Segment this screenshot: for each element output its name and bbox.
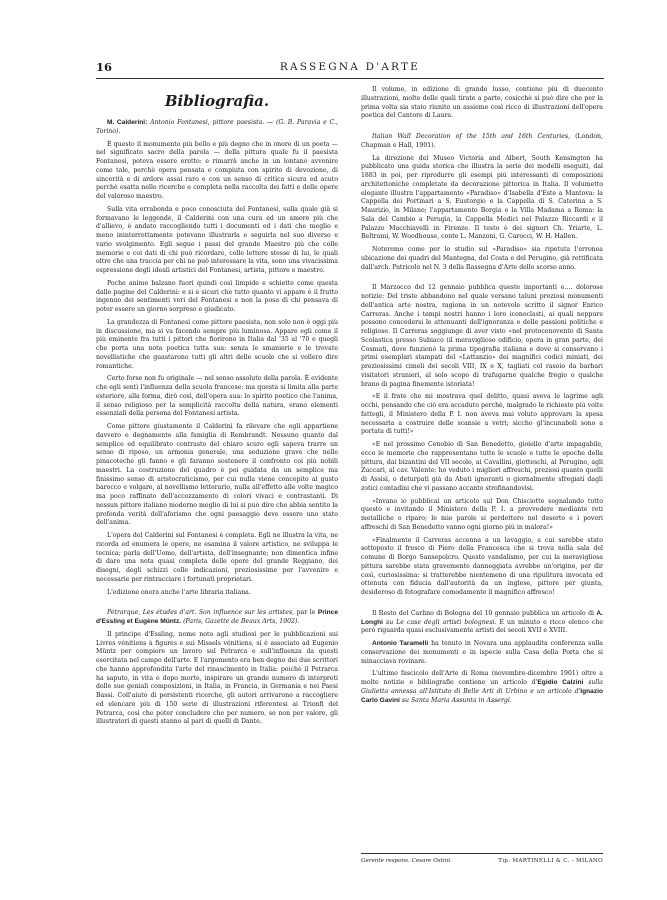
text-run: L'ultimo fascicolo dell'Arte di Roma (novembre-dicembre 1901) oltre a molte notizie e bibliografie contiene un articolo d': [361, 670, 603, 686]
paragraph: La grandezza di Fontanesi come pittore paesista, non solo non è oggi più in discussione, ma si va facendo sempre più luminosa. Appare egli come il più eminente fra tutti i pittori che fiorirono in Italia dal '35 al '70 e quegli che porta una nota poetica tutta sua: senza le smanierie e le trovate novellistiche che guastarono tutti gli altri delle scuole che si vollero dire romantiche.: [96, 318, 338, 370]
text-run: Il Resto del Carlino di Bologna del 10 gennaio pubblica un articolo di: [372, 609, 595, 617]
paragraph: Come pittore giustamente il Calderini fa rilevare che egli appartiene davvero e degnamente alla famiglia di Rembrandt. Nessuno quanto dal semplice ed equilibrato contrasto del chiaro scuro egli sapeva trarre un senso di riposo, un armonia generale, una seduzione grave che nelle pinacoteche gli fanno e gli faranno sostenere il confronto coi più nobili maestri. La costruzione del quadro è poi guidata da un semplice ma finissimo senso di aristocraticismo, per cui nulla viene concepito al gusto barocco e volgare, al novellismo letterario, nulla all'effetto alle volte magico ma poco raffinato dell'accozzamento di colori vivaci e contrastanti. Di nessun pittore italiano moderno meglio di lui si può dire che abbia sentito la profonda verità dell'aforismo che ogni paesaggio deve essere uno stato dell'anima.: [96, 423, 338, 527]
paragraph: [361, 670, 603, 705]
paragraph: Certo forse non fu originale — nel senso assoluto della parola. È evidente che egli sentì l'influenza della scuola francese: ma questa si limita alla parte esteriore, alla forma, dirò così, dell'opera sua: lo spirito poetico che l'anima, il senso religioso per la semplicità raccolta della natura, erano elementi essenziali della persona del Fontanesi artista.: [96, 375, 338, 418]
entry-heading: [96, 609, 338, 627]
article-title: su Santa Maria Assunta in Assergi.: [401, 696, 512, 704]
author-name: Egidio Calzini: [537, 679, 584, 686]
author-name: M. Calderini:: [107, 119, 148, 126]
publisher-info: (London, Chapman e Hall, 1901).: [361, 133, 603, 149]
gerente-responsabile: Gerente respons. Cesare Ostini.: [361, 858, 452, 864]
author-name: A. Longhi: [361, 609, 603, 626]
paragraph: L'opera del Calderini sul Fontanesi è completa. Egli ne illustra la vita, ne ricorda ed enumera le opere, ne esamina il valore artistico, ne sviluppa le tecnica; parla dell'Uomo, dell'artista, dell'insegnante; non dimentica infine di dare una nota quasi completa delle opere del grande Reggiano, dei disegni, degli schizzi colle indicazioni, preziosissime per l'avvenire e necessarie per rintracciare i fortunati proprietari.: [96, 532, 338, 583]
by-word: par le: [296, 609, 316, 617]
paragraph: Il volume, in edizione di grande lusso, contiene più di duecento illustrazioni, molte delle quali tirate a parte, cosicchè si può dire che per la prima volta sia stato riunito un assieme così ricco di illustrazioni dell'opera poetica del Cantore di Laura.: [361, 86, 603, 120]
text-run: E un minuto e ricco elenco che però riguarda quasi esclusivamente artisti dei secoli XVII e XVIII.: [361, 618, 603, 635]
book-citation: Antonio Fontanesi, pittore paesista. — (G. B. Paravia e C., Torino).: [96, 119, 338, 135]
paragraph: [361, 610, 603, 636]
paragraph: Sulla vita errabonda e poco conosciuta del Fontanesi, sulla quale già si formavano le leggende, il Calderini con una cura ed un amore più che d'allievo, è andato raccogliendo tutti i documenti ed i dati che meglio e meno ininterrottamente potevano illustrarla e seguirla nel suo diverso e vario svolgimento. Egli segue i passi del grande Maestro più che colle memorie e coi dati di chi può ricordare, colle lettere stesse di lui, le quali oltre che una traccia per chi ne può interessare la vita, sono una vivacissima espressione degli ideali artistici del Fontanesi, artista, pittore e maestro.: [96, 205, 338, 274]
text-run: ha tenuto in Novara una applaudita conferenza sulla conservazione dei monumenti e in ispecie sulla Casa della Porta che si minacciava rovinare.: [361, 640, 603, 665]
author-name: Antonio Taramelli: [372, 640, 429, 647]
article-title: su Le case degli artisti bolognesi.: [386, 618, 497, 626]
paragraph: «Finalmente il Carreras accenna a un lavaggio, a cui sarebbe stato sottoposto il fresco di Piero della Francesca che si trova nella sala del comune di Borgo Sansepolcro. Questo vandalismo, per cui la meravigliosa pittura sarebbe stata gravemente danneggiata avrebbe un'origine, per dir così, curiosissima: si tratterebbe nientemeno di una ripulitura invocata ed ottenuta con fiducia dall'autorità da un inglese, pittore per giunta, desideroso di fotografare comodamente il magnifico affresco!: [361, 536, 603, 596]
colophon: [361, 853, 603, 864]
right-column: [361, 86, 603, 846]
paragraph: «Invano io pubblicai un articolo sul Don Chisciotte segnalando tutto questo e invitando il Ministero della P. I. a provvedere mediante reti metalliche o riparo; le mie parole si perdettero nel deserto e i poveri affreschi di San Benedetto vanno ogni giorno più in malora!»: [361, 497, 603, 531]
page-header: [96, 60, 604, 79]
paragraph: La direzione del Museo Victoria and Albert, South Kensington ha pubblicato una guida storica che illustra la serie dei modelli eseguiti, dal 1883 in poi, per riprodurre gli esempi più interessanti di composizioni architettoniche completate da decorazione pittorica in Italia. Il volumetto elegante illustra l'appartamento «Paradiso» d'Isabella d'Este a Mantova: la Cappella dei Portinari a S. Eustorgio e la Cappella di S. Caterina a S. Maurizio, in Milano; l'appartamento Borgia e la Villa Madama a Roma: la Sala del Cambio a Perugia, la Cappella Medici nel Palazzo Riccardi e il Palazzo Macchiavelli in Firenze. Il testo è dei signori Ch. Yriarte, L. Beltrami, W. Woodhouse, conte L. Manzoni, G. Carocci, W. H. Hallen.: [361, 154, 603, 241]
section-title: Bibliografia.: [164, 92, 270, 110]
author-name: Prince d'Essling et Eugène Müntz.: [96, 609, 338, 625]
paragraph: Il principe d'Essling, nome noto agli studiosi per le pubblicazioni sui Livres vénitiens à figures e sui Missels vénitiens, si è associato ad Eugenio Müntz per compiere un lavoro sul Petrarca e sull'influenza da questi esercitata nel campo dell'arte. E l'argomento era ben degno dei due scrittori che hanno approfondita l'arte del rinascimento in Italia: poichè il Petrarca ha saputo, in vita e dopo morte, inspirare un grande numero di interpreti delle sue geniali composizioni, in Italia, in Francia, in Germania e nei Paesi Bassi. Coll'aiuto di persistenti ricerche, gli autori arrivarono a raccogliere ed elencare più di 150 serie di illustrazioni riferentesi ai Trionfi del Petrarca, così che poter concludere che per numero, se non per valore, gli illustratori di questi stanno al pari di quelli di Dante.: [96, 630, 338, 726]
paragraph: «E il frate che mi mostrava quel delitto, quasi aveva le lagrime agli occhi, pensando che ciò era accaduto perchè, malgrado le richieste più volte fattegli, il Ministero della P. I. non aveva mai voluto approvare la spesa necessaria a costruire delle scansie a vetri; siccho gl'incunaboli sono a portata di tutti!»: [361, 393, 603, 436]
publication-info: (Paris, Gazette de Beaux Arts, 1902).: [183, 618, 300, 625]
book-title: Pétrarque, Les études d'art. Son influence sur les artistes,: [107, 609, 295, 617]
paragraph: Il Marzocco del 12 gennaio pubblica queste importanti e.... dolorose notizie: Del triste abbandono nel quale versano taluni preziosi monumenti dell'antica arte nostra, ragiona in un notevole scritto il signor Enrico Carreras. Anche i tempi nostri hanno i loro iconoclasti, ai quali neppure possono concedersi le attenuanti dell'ignoranza e delle passioni politiche e religiose. Il Carreras soggiunge di aver visto «nel protocenovento di Santa Scolastica presso Subiaco (il meraviglioso edificio, opera in gran parte, dei Cosmati, dove funzionò la prima tipografia italiana e dove si conservano i primi esemplari stampati del «Lattanzio» dei magnifici codici miniati, dei preziosissimi cimeli dei secoli VIII, IX e X, tagliati col rasoio da barbari visitatori stranieri, al solo scopo di trafugarne qualche fregio o qualche brano di pagina finemente istoriata!: [361, 284, 603, 388]
printer-credit: Tip. MARTINELLI & C. - MILANO: [498, 858, 603, 864]
book-title: Italian Wall Decoration of the 15th and 16th Centuries,: [372, 133, 571, 140]
left-column: [96, 86, 338, 876]
paragraph: È questo il monumento più bello e più degno che in onore di un poeta — nel significato sacro della parola — della pittura quale fu il paesista Fontanesi, poteva essere eretto: e rimarrà anche in un lontano avvenire come tale, perchè opera pensata e compiuta con spirito di devozione, di sincerità e di ardore assai raro e con un senso di critica sicura ed acuto perchè esatta nelle ricerche e completa nella raccolta dei fatti e delle opere del valoroso maestro.: [96, 140, 338, 200]
paragraph: [361, 640, 603, 666]
entry-heading: [361, 133, 603, 151]
page-number: 16: [96, 60, 113, 74]
paragraph: Poche anime balzano fuori quindi così limpide e schiette come questa dalle pagine del Calderini: e si è sicuri che tutto quanto vi appare è il frutto ingenuo dei sentimenti veri del Fontanesi e non la posa di chi pensava di poter essere un giorno sorpreso e giudicato.: [96, 279, 338, 313]
article-title: sulla Giulietta annessa all'Istituto di Belle Arti di Urbino e un articolo d': [361, 679, 603, 695]
paragraph: L'edizione onora anche l'arte libraria italiana.: [107, 588, 251, 596]
paragraph: «E nel prossimo Cenobio di San Benedetto, gioiello d'arte impagabile, ecco le memorie che rappresentano tutte le scuole e tutte le epoche della pittura, dai bizantini del VII secolo, ai Cavallini, giotteschi, al Perugino, agli Zuccari, al cav. Valente: ho veduto i migliori affreschi, preziosi quanto quelli di Assisi, o deturpati già da Abati ignoranti o giornalmente sfregiati dagli zotici contadini che vi passano accanto strofinandovisi.: [361, 441, 603, 492]
running-title: RASSEGNA D'ARTE: [279, 61, 421, 73]
paragraph: Noteremo come per lo studio sul «Paradiso» sia ripetuta l'erronea ubicazione dei quadri del Mantegna, del Costa e del Perugino, già rettificata dall'arch. Patricolo nel N. 3 della Rassegna d'Arte dello scorso anno.: [361, 246, 603, 271]
author-name: Ignazio Carlo Gavini: [361, 687, 603, 704]
entry-heading: [96, 119, 338, 137]
